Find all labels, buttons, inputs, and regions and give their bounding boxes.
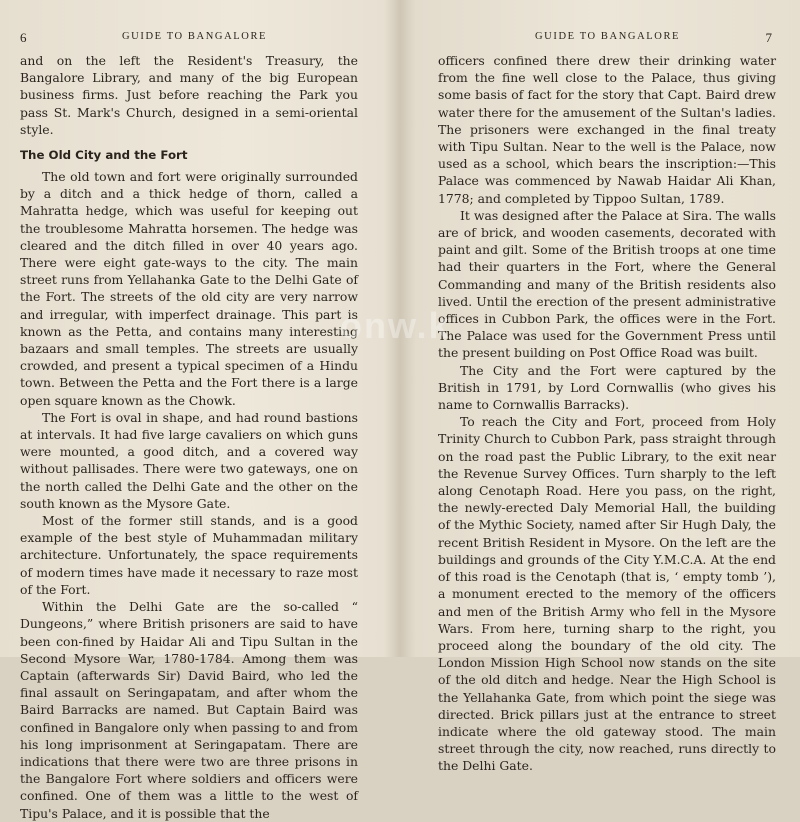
page-number-right: 7 xyxy=(765,30,772,45)
running-head-left xyxy=(20,30,362,46)
watermark: onw.k xyxy=(340,305,451,346)
right-page-text xyxy=(438,52,776,775)
running-head-title-right: GUIDE TO BANGALORE xyxy=(535,31,681,42)
running-head-right xyxy=(438,30,772,46)
paragraph: It was designed after the Palace at Sira. The walls are of brick, and wooden casements, decorated with paint and gilt. Some of the British troops at one time had their quarters in the Fort, where the General Commanding and many of the British residents also lived. Until the erection of the present administrative offices in Cubbon Park, the offices were in the Fort. The Palace was used for the Government Press until the present building on Post Office Road was built. xyxy=(438,207,776,361)
paragraph: officers confined there drew their drinking water from the fine well close to the Palace, thus giving some basis of fact for the story that Capt. Baird drew water there for the amusement of the Sultan's ladies. The prisoners were exchanged in the final treaty with Tipu Sultan. Near to the well is the Palace, now used as a school, which bears the inscription:—This Palace was commenced by Nawab Haidar Ali Khan, 1778; and completed by Tippoo Sultan, 1789. xyxy=(438,53,776,206)
page-number-left: 6 xyxy=(20,30,27,45)
paragraph: To reach the City and Fort, proceed from Holy Trinity Church to Cubbon Park, pass straight through on the road past the Public Library, to the exit near the Revenue Survey Offices. Turn sharply to the left along Cenotaph Road. Here you pass, on the right, the newly-erected Daly Memorial Hall, the building of the Mythic Society, named after Sir Hugh Daly, the recent British Resident in Mysore. On the left are the buildings and grounds of the City Y.M.C.A. At the end of this road is the Cenotaph (that is, ‘ empty tomb ’), a monument erected to the memory of the officers and men of the British Army who fell in the Mysore Wars. From here, turning sharp to the right, you proceed along the boundary of the old city. The London Mission High School now stands on the site of the old ditch and hedge. Near the High School is the Yellahanka Gate, from which point the siege was directed. Brick pillars just at the entrance to street indicate where the old gateway stood. The main street through the city, now reached, runs directly to the Delhi Gate. xyxy=(438,414,776,774)
paragraph: The City and the Fort were captured by the British in 1791, by Lord Cornwallis (who gives his name to Cornwallis Barracks). xyxy=(438,362,776,413)
intro-paragraph: and on the left the Resident's Treasury, the Bangalore Library, and many of the big European business firms. Just before reaching the Park you pass St. Mark's Church, designed in a semi-oriental style. xyxy=(20,53,358,137)
right-page xyxy=(402,0,800,774)
running-head-title-left: GUIDE TO BANGALORE xyxy=(122,31,268,42)
section-heading: The Old City and the Fort xyxy=(20,148,188,163)
paragraph: The Fort is oval in shape, and had round bastions at intervals. It had five large cavaliers on which guns were mounted, a good ditch, and a covered way without pallisades. There were two gateways, one on the north called the Delhi Gate and the other on the south known as the Mysore Gate. xyxy=(20,409,358,511)
paragraph: The old town and fort were originally surrounded by a ditch and a thick hedge of thorn, called a Mahratta hedge, which was useful for keeping out the troublesome Mahratta horsemen. The hedge was cleared and the ditch filled in over 40 years ago. There were eight gate-ways to the city. The main street runs from Yellahanka Gate to the Delhi Gate of the Fort. The streets of the old city are very narrow and irregular, with imperfect drainage. This part is known as the Petta, and contains many interesting bazaars and small temples. The streets are usually crowded, and present a typical specimen of a Hindu town. Between the Petta and the Fort there is a large open square known as the Chowk. xyxy=(20,169,358,408)
paragraph: Within the Delhi Gate are the so-called “ Dungeons,” where British prisoners are said to have been con-fined by Haidar Ali and Tipu Sultan in the Second Mysore War, 1780-1784. Among them was Captain (afterwards Sir) David Baird, who led the final assault on Seringapatam, and after whom the Baird Barracks are named. But Captain Baird was confined in Bangalore only when passing to and from his long imprisonment at Seringapatam. There are indications that there were two are three prisons in the Bangalore Fort where soldiers and officers were confined. One of them was a little to the west of Tipu's Palace, and it is possible that the xyxy=(20,599,358,821)
paragraph: Most of the former still stands, and is a good example of the best style of Muhammadan military architecture. Unfortunately, the space requirements of modern times have made it necessary to raze most of the Fort. xyxy=(20,513,358,597)
left-page-text xyxy=(20,52,358,822)
left-page xyxy=(0,0,398,821)
